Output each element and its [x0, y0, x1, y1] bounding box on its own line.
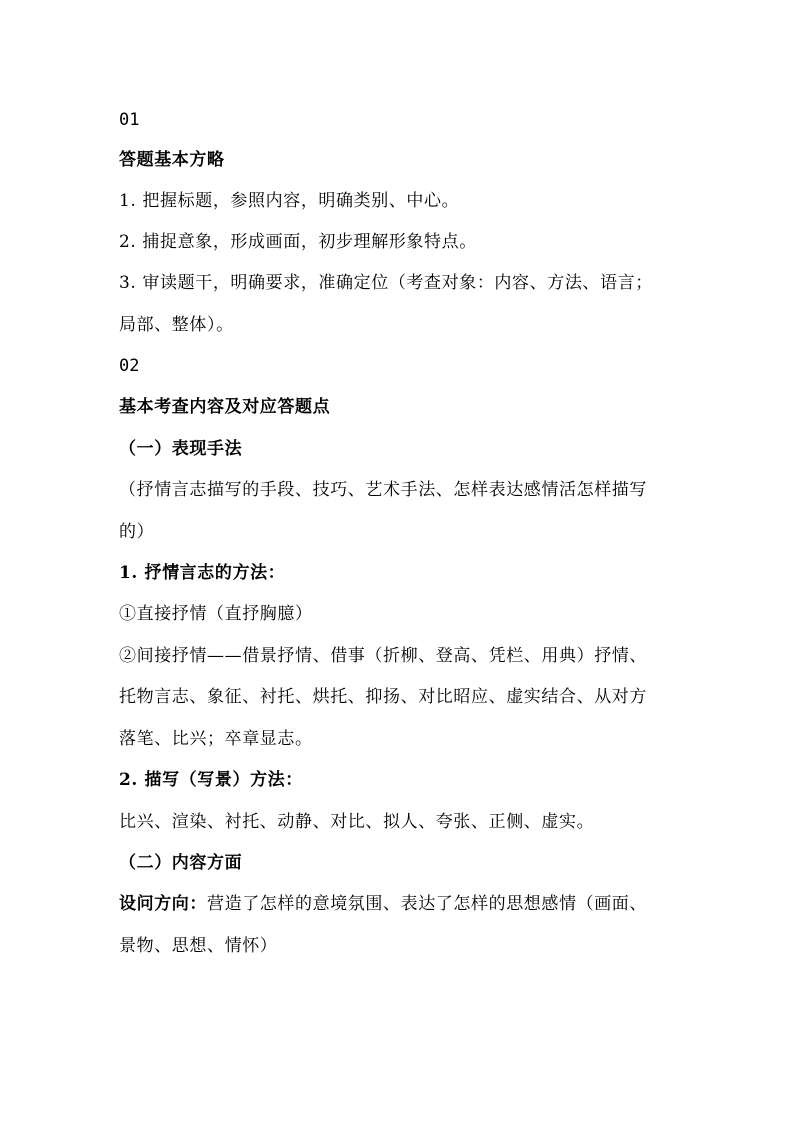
subsection-1-desc-line-2: 的） — [119, 522, 155, 542]
question-direction-text: 营造了怎样的意境氛围、表达了怎样的思想感情（画面、 — [207, 894, 647, 914]
strategy-item-1: 1. 把握标题，参照内容，明确类别、中心。 — [119, 191, 460, 211]
method-1-title: 1. 抒情言志的方法： — [119, 563, 286, 583]
method-1-item-1: ①直接抒情（直抒胸臆） — [119, 604, 313, 624]
strategy-item-2: 2. 捕捉意象，形成画面，初步理解形象特点。 — [119, 232, 477, 252]
question-direction-label: 设问方向： — [119, 894, 207, 914]
method-1-item-2-line-1: ②间接抒情——借景抒情、借事（折柳、登高、凭栏、用典）抒情、 — [119, 646, 647, 666]
section-2-title: 基本考查内容及对应答题点 — [119, 397, 331, 417]
method-2-items: 比兴、渲染、衬托、动静、对比、拟人、夸张、正侧、虚实。 — [119, 812, 595, 832]
strategy-item-3-line-2: 局部、整体）。 — [119, 315, 234, 335]
method-1-item-2-line-3: 落笔、比兴；卒章显志。 — [119, 729, 313, 749]
method-1-item-2-line-2: 托物言志、象征、衬托、烘托、抑扬、对比昭应、虚实结合、从对方 — [119, 687, 647, 707]
subsection-1-title: （一）表现手法 — [119, 439, 243, 459]
strategy-item-3-line-1: 3. 审读题干，明确要求，准确定位（考查对象：内容、方法、语言； — [119, 273, 653, 293]
section-1-title: 答题基本方略 — [119, 150, 225, 170]
section-2-number: 02 — [119, 356, 140, 376]
subsection-1-desc-line-1: （抒情言志描写的手段、技巧、艺术手法、怎样表达感情活怎样描写 — [119, 480, 647, 500]
question-direction-line-2: 景物、思想、情怀） — [119, 936, 278, 956]
method-2-title: 2. 描写（写景）方法： — [119, 770, 303, 790]
question-direction-line-1 — [119, 893, 647, 915]
section-1-number: 01 — [119, 110, 140, 130]
subsection-2-title: （二）内容方面 — [119, 853, 243, 873]
